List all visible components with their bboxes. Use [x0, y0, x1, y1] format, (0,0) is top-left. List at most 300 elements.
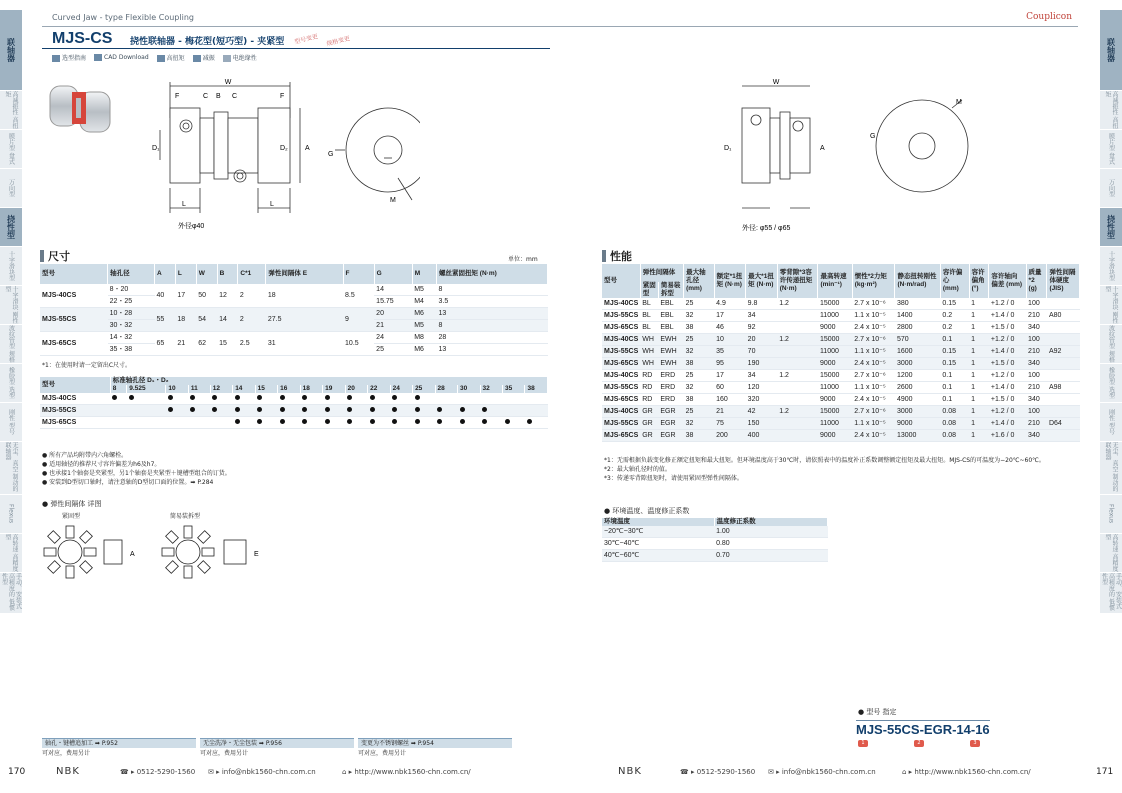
- label-l2: L: [270, 201, 274, 208]
- side-tab-label: 高转速 高精度型: [1104, 534, 1118, 572]
- perf-subheader: 简易装拆型: [658, 282, 683, 298]
- perf-hard: [1047, 334, 1080, 346]
- side-tab[interactable]: [0, 573, 22, 614]
- perf-rated: 75: [714, 418, 746, 430]
- perf-mass: 340: [1026, 430, 1047, 442]
- perf-ang: 1: [969, 394, 989, 406]
- dim-torque: 8: [436, 320, 547, 332]
- bore-note: ● 安装到D型切口轴时，请注意轴的D型切口面的位置。➡ P.284: [42, 479, 214, 486]
- side-tab-label: 十字滑块型: [1107, 251, 1115, 281]
- bore-cell: [390, 417, 412, 429]
- bore-size: 19: [323, 385, 345, 393]
- bore-cell: [233, 417, 255, 429]
- dim-e: 18: [266, 284, 343, 308]
- guide-link[interactable]: 选型指南: [52, 53, 86, 62]
- bore-size: 15: [255, 385, 277, 393]
- bore-dot: [112, 395, 117, 400]
- perf-hard: D64: [1047, 418, 1080, 430]
- dim-header: F: [343, 264, 374, 284]
- perf-axial: +1.2 / 0: [989, 334, 1026, 346]
- bore-size: 10: [166, 385, 188, 393]
- side-tab-label: 刚性 型号: [1107, 409, 1115, 435]
- side-tab[interactable]: [1100, 364, 1122, 403]
- perf-header: 弹性间隔体硬度 (JIS): [1047, 264, 1080, 298]
- bore-dot: [460, 419, 465, 424]
- bore-dot: [347, 407, 352, 412]
- perf-ang: 1: [969, 406, 989, 418]
- bore-cell: [368, 417, 390, 429]
- bore-cell: [233, 405, 255, 417]
- bore-cell: [503, 393, 525, 405]
- temp-cell: −20℃~30℃: [602, 526, 714, 538]
- side-tab[interactable]: [1100, 169, 1122, 208]
- perf-inertia: 1.1 x 10⁻⁵: [852, 346, 895, 358]
- dim-header: G: [374, 264, 412, 284]
- perf-e2: EGR: [658, 418, 683, 430]
- brand-logo: Couplicon: [1026, 12, 1072, 22]
- bore-cell: [503, 405, 525, 417]
- bore-dot: [347, 395, 352, 400]
- perf-model: MJS-55CS: [602, 418, 640, 430]
- series-subtitle: Curved Jaw - type Flexible Coupling: [52, 13, 194, 22]
- bore-size: 18: [300, 385, 322, 393]
- bore-size: 24: [390, 385, 412, 393]
- dim-bore: 8・20: [108, 284, 155, 296]
- side-tab-label: 高减振性 高扭矩: [4, 91, 18, 129]
- perf-stiff: 1400: [895, 310, 940, 322]
- perf-zero: [777, 430, 818, 442]
- perf-axial: +1.4 / 0: [989, 382, 1026, 394]
- temp-header-row: [602, 518, 828, 526]
- cad-download-link[interactable]: CAD Download: [94, 54, 149, 61]
- bore-size: 9.525: [127, 385, 166, 393]
- perf-rated: 95: [714, 358, 746, 370]
- bore-cell: [435, 417, 457, 429]
- perf-e1: WH: [640, 346, 658, 358]
- label-g: G: [328, 151, 334, 158]
- bore-cell: [435, 405, 457, 417]
- dim-g: 25: [374, 344, 412, 356]
- product-photo: [46, 80, 116, 140]
- perf-row: [602, 322, 1080, 334]
- perf-zero: 1.2: [777, 298, 818, 310]
- footer-box-stainless[interactable]: 变更为不锈钢螺丝 ➡ P.954 可对应，费用另计: [358, 738, 512, 757]
- dim-m: M5: [412, 320, 436, 332]
- bore-dot: [415, 407, 420, 412]
- perf-bore: 25: [684, 406, 715, 418]
- bore-dot: [370, 419, 375, 424]
- side-tab-label: 无尘、真空 制动的联轴器: [4, 442, 18, 492]
- perf-ang: 1: [969, 382, 989, 394]
- side-tab[interactable]: [1100, 495, 1122, 534]
- bore-dot: [235, 407, 240, 412]
- side-tab[interactable]: [1100, 10, 1122, 91]
- side-tab-label: 联轴器: [6, 38, 16, 62]
- side-tab[interactable]: [1100, 91, 1122, 130]
- perf-speed: 15000: [818, 298, 852, 310]
- tag-model-change: 型号变更: [293, 33, 319, 46]
- perf-row: [602, 370, 1080, 382]
- label-w: W: [224, 79, 232, 86]
- perf-zero: 1.2: [777, 370, 818, 382]
- email-right[interactable]: ✉ ▸ info@nbk1560-chn.com.cn: [768, 768, 876, 776]
- side-tab[interactable]: [0, 403, 22, 442]
- perf-e1: BL: [640, 322, 658, 334]
- perf-bore: 32: [684, 418, 715, 430]
- bore-cell: [127, 405, 166, 417]
- perf-axial: +1.6 / 0: [989, 430, 1026, 442]
- side-tab[interactable]: [0, 130, 22, 169]
- perf-zero: [777, 394, 818, 406]
- perf-mass: 210: [1026, 346, 1047, 358]
- torque-icon: [157, 55, 165, 62]
- dim-g: 21: [374, 320, 412, 332]
- side-tab[interactable]: [1100, 442, 1122, 495]
- perf-header: 型号: [602, 264, 640, 298]
- perf-bore: 32: [684, 382, 715, 394]
- perf-row: [602, 346, 1080, 358]
- perf-max: 34: [746, 310, 778, 322]
- perf-header: 最大*1扭矩 (N·m): [746, 264, 778, 298]
- bore-cell: [525, 417, 548, 429]
- bore-cell: [110, 393, 127, 405]
- perf-e1: WH: [640, 358, 658, 370]
- dim-model: MJS-40CS: [40, 284, 108, 308]
- dim-header: L: [175, 264, 196, 284]
- temp-row: [602, 550, 828, 562]
- perf-hard: [1047, 394, 1080, 406]
- perf-max: 34: [746, 370, 778, 382]
- perf-bore: 32: [684, 310, 715, 322]
- bore-cell: [300, 405, 322, 417]
- bore-dot: [235, 395, 240, 400]
- bore-size: 11: [188, 385, 210, 393]
- perf-e2: ERD: [658, 394, 683, 406]
- side-tab[interactable]: [1100, 130, 1122, 169]
- bore-model: MJS-55CS: [40, 405, 110, 417]
- perf-stiff: 2600: [895, 382, 940, 394]
- footer-box-keyway[interactable]: 轴孔・键槽追加工 ➡ P.952 可对应，费用另计: [42, 738, 196, 757]
- label-d1: D₁: [152, 145, 160, 152]
- perf-e1: RD: [640, 394, 658, 406]
- dim-f: 9: [343, 308, 374, 332]
- perf-zero: [777, 310, 818, 322]
- side-tab[interactable]: [0, 10, 22, 91]
- perf-model: MJS-65CS: [602, 430, 640, 442]
- bore-dot: [235, 419, 240, 424]
- perf-note: *2：最大轴孔径时的值。: [604, 466, 671, 473]
- perf-e2: EWH: [658, 346, 683, 358]
- dimensions-unit: 单位：mm: [508, 256, 538, 263]
- perf-bore: 38: [684, 394, 715, 406]
- bore-cell: [323, 417, 345, 429]
- bore-cell: [188, 417, 210, 429]
- label-c: C: [203, 93, 209, 100]
- temp-cell: 40℃~60℃: [602, 550, 714, 562]
- side-tab[interactable]: [0, 442, 22, 495]
- bore-size: 28: [435, 385, 457, 393]
- product-title: MJS-CS: [52, 30, 113, 47]
- perf-subheader: 紧固型: [640, 282, 658, 298]
- perf-rated: 200: [714, 430, 746, 442]
- url-left[interactable]: ⌂ ▸ http://www.nbk1560-chn.com.cn/: [342, 768, 471, 776]
- side-tab[interactable]: [0, 364, 22, 403]
- dim-l: 21: [175, 332, 196, 356]
- bore-cell: [525, 405, 548, 417]
- side-tab[interactable]: [0, 286, 22, 325]
- perf-bore: 38: [684, 322, 715, 334]
- side-tab[interactable]: [0, 534, 22, 573]
- bore-size: 22: [368, 385, 390, 393]
- bore-dot: [302, 395, 307, 400]
- perf-row: [602, 430, 1080, 442]
- perf-rated: 17: [714, 370, 746, 382]
- side-tab-label: 波纹管型 规格: [1107, 325, 1115, 363]
- perf-axial: +1.5 / 0: [989, 394, 1026, 406]
- dim-l: 17: [175, 284, 196, 308]
- perf-model: MJS-40CS: [602, 406, 640, 418]
- perf-row: [602, 310, 1080, 322]
- side-tab[interactable]: [1100, 573, 1122, 614]
- perf-e2: EBL: [658, 310, 683, 322]
- dim-header: B: [217, 264, 238, 284]
- label-f2: F: [280, 93, 285, 100]
- elastic-detail-title: ● 弹性间隔体 详图: [42, 500, 102, 508]
- perf-stiff: 3000: [895, 358, 940, 370]
- dim-w: 54: [196, 308, 217, 332]
- side-tab[interactable]: [1100, 403, 1122, 442]
- perf-header: 质量*2 (g): [1026, 264, 1047, 298]
- perf-mass: 210: [1026, 382, 1047, 394]
- bore-cell: [278, 405, 300, 417]
- email-left[interactable]: ✉ ▸ info@nbk1560-chn.com.cn: [208, 768, 316, 776]
- bore-dot: [280, 407, 285, 412]
- dim-header: C*1: [238, 264, 266, 284]
- label-b: B: [216, 93, 221, 100]
- side-tab-label: 橡胶型 选型: [1107, 367, 1115, 399]
- perf-ang: 1: [969, 430, 989, 442]
- side-tab-label: 万向型: [7, 179, 15, 197]
- perf-zero: [777, 346, 818, 358]
- bore-dot: [212, 407, 217, 412]
- dim-bore: 35・38: [108, 344, 155, 356]
- perf-mass: 100: [1026, 334, 1047, 346]
- dim-header: 型号: [40, 264, 108, 284]
- right-drawing-caption: 外径: φ55 / φ65: [742, 225, 791, 232]
- bore-cell: [525, 393, 548, 405]
- perf-speed: 11000: [818, 310, 852, 322]
- perf-e1: RD: [640, 382, 658, 394]
- perf-mass: 100: [1026, 298, 1047, 310]
- perf-mass: 340: [1026, 358, 1047, 370]
- perf-inertia: 1.1 x 10⁻⁵: [852, 382, 895, 394]
- bore-dot: [460, 407, 465, 412]
- side-tab[interactable]: [1100, 247, 1122, 286]
- perf-hard: A80: [1047, 310, 1080, 322]
- dim-e: 31: [266, 332, 343, 356]
- dim-c: 2.5: [238, 332, 266, 356]
- side-tab[interactable]: [1100, 208, 1122, 247]
- side-tab-label: 十字滑块 刚性型: [1104, 286, 1118, 324]
- perf-ecc: 0.08: [940, 406, 969, 418]
- dimensions-table: [40, 264, 548, 356]
- perf-speed: 15000: [818, 406, 852, 418]
- perf-ang: 1: [969, 370, 989, 382]
- bore-size: 8: [110, 385, 127, 393]
- perf-inertia: 2.4 x 10⁻⁵: [852, 394, 895, 406]
- dim-torque: 3.5: [436, 296, 547, 308]
- bore-dot: [302, 419, 307, 424]
- perf-ecc: 0.15: [940, 346, 969, 358]
- dim-header: W: [196, 264, 217, 284]
- bore-dot: [437, 419, 442, 424]
- label-w-right: W: [772, 79, 780, 86]
- perf-e2: EWH: [658, 358, 683, 370]
- perf-ang: 1: [969, 322, 989, 334]
- label-a-right: A: [820, 145, 825, 152]
- product-title-cn: 挠性联轴器 - 梅花型(短巧型) - 夹紧型: [130, 37, 285, 47]
- bore-cell: [210, 417, 232, 429]
- perf-stiff: 13000: [895, 430, 940, 442]
- side-tab[interactable]: [0, 169, 22, 208]
- perf-bore: 38: [684, 430, 715, 442]
- side-tab-label: Flexus: [7, 504, 15, 524]
- perf-header: 静态扭转刚性 (N·m/rad): [895, 264, 940, 298]
- dim-header-row: [40, 264, 548, 284]
- perf-max: 9.8: [746, 298, 778, 310]
- side-tab-label: 挠性型: [6, 215, 16, 239]
- perf-note: *3：传递零背隙扭矩时，请使用紧固型弹性间隔体。: [604, 475, 743, 482]
- side-tab[interactable]: [0, 91, 22, 130]
- perf-axial: +1.4 / 0: [989, 310, 1026, 322]
- bore-size-row: [40, 385, 548, 393]
- perf-speed: 9000: [818, 430, 852, 442]
- side-tab[interactable]: [1100, 286, 1122, 325]
- dim-w: 50: [196, 284, 217, 308]
- perf-e1: GR: [640, 430, 658, 442]
- bore-cell: [480, 405, 502, 417]
- perf-axial: +1.2 / 0: [989, 298, 1026, 310]
- perf-header: 容许偏角 (°): [969, 264, 989, 298]
- perf-model: MJS-55CS: [602, 382, 640, 394]
- perf-ecc: 0.2: [940, 322, 969, 334]
- perf-speed: 11000: [818, 418, 852, 430]
- bore-dot: [437, 407, 442, 412]
- page-number-left: 170: [8, 767, 26, 777]
- perf-inertia: 2.4 x 10⁻⁵: [852, 358, 895, 370]
- side-tab-label: 无尘、真空 制动的联轴器: [1104, 442, 1118, 492]
- side-tab[interactable]: [1100, 325, 1122, 364]
- perf-axial: +1.2 / 0: [989, 406, 1026, 418]
- dim-bore: 22・25: [108, 296, 155, 308]
- side-tab[interactable]: [0, 247, 22, 286]
- dim-w: 62: [196, 332, 217, 356]
- dim-a: 55: [155, 308, 176, 332]
- perf-inertia: 1.1 x 10⁻⁵: [852, 310, 895, 322]
- perf-row: [602, 406, 1080, 418]
- dim-e: 27.5: [266, 308, 343, 332]
- dim-b: 14: [217, 308, 238, 332]
- insulation-icon: [223, 55, 231, 62]
- perf-mass: 210: [1026, 310, 1047, 322]
- bore-cell: [413, 405, 435, 417]
- bore-cell: [368, 393, 390, 405]
- url-right[interactable]: ⌂ ▸ http://www.nbk1560-chn.com.cn/: [902, 768, 1031, 776]
- perf-header: 最大轴孔径 (mm): [684, 264, 715, 298]
- perf-model: MJS-65CS: [602, 394, 640, 406]
- perf-max: 20: [746, 334, 778, 346]
- footer-box-cleanroom[interactable]: 无尘洗净・无尘包装 ➡ P.956 可对应，费用另计: [200, 738, 354, 757]
- dim-a: 40: [155, 284, 176, 308]
- perf-max: 320: [746, 394, 778, 406]
- perf-mass: 100: [1026, 406, 1047, 418]
- nbk-logo-left: NBK: [56, 766, 80, 777]
- perf-hard: [1047, 298, 1080, 310]
- bore-cell: [210, 393, 232, 405]
- temp-row: [602, 538, 828, 550]
- perf-ang: 1: [969, 346, 989, 358]
- side-tab-label: 联轴器: [1106, 38, 1116, 62]
- perf-ecc: 0.15: [940, 358, 969, 370]
- perf-header: 弹性间隔体: [640, 264, 683, 282]
- dim-torque: 28: [436, 332, 547, 344]
- perf-ang: 1: [969, 358, 989, 370]
- perf-e1: BL: [640, 310, 658, 322]
- dim-bore: 30・32: [108, 320, 155, 332]
- bore-cell: [413, 393, 435, 405]
- perf-max: 190: [746, 358, 778, 370]
- bore-dot: [168, 395, 173, 400]
- bore-dot: [190, 407, 195, 412]
- side-tab[interactable]: [0, 325, 22, 364]
- perf-rated: 10: [714, 334, 746, 346]
- bore-dot: [280, 419, 285, 424]
- perf-inertia: 2.7 x 10⁻⁶: [852, 370, 895, 382]
- perf-mass: 340: [1026, 322, 1047, 334]
- bore-cell: [110, 417, 127, 429]
- bore-size: 38: [525, 385, 548, 393]
- perf-inertia: 1.1 x 10⁻⁵: [852, 418, 895, 430]
- perf-max: 400: [746, 430, 778, 442]
- perf-rated: 35: [714, 346, 746, 358]
- side-tab-label: 手动、安装式 高精度的 低惯性型: [1100, 573, 1122, 611]
- perf-header: 零背隙*3容许传递扭矩 (N·m): [777, 264, 818, 298]
- bore-cell: [255, 417, 277, 429]
- perf-rated: 17: [714, 310, 746, 322]
- bore-note: ● 也承接1个轴套是夹紧型，另1个轴套是夹紧型＋键槽型组合的订货。: [42, 470, 231, 477]
- temp-cell: 0.80: [714, 538, 827, 550]
- perf-bore: 25: [684, 298, 715, 310]
- bore-cell: [503, 417, 525, 429]
- bore-dot: [527, 419, 532, 424]
- perf-mass: 340: [1026, 394, 1047, 406]
- dim-c: 2: [238, 284, 266, 308]
- perf-model: MJS-65CS: [602, 322, 640, 334]
- perf-speed: 11000: [818, 382, 852, 394]
- bore-size: 14: [233, 385, 255, 393]
- order-example: MJS-55CS-EGR-14-16: [856, 722, 990, 737]
- perf-stiff: 3000: [895, 406, 940, 418]
- side-tab[interactable]: [0, 208, 22, 247]
- bore-dot: [280, 395, 285, 400]
- dim-header: M: [412, 264, 436, 284]
- side-tab[interactable]: [0, 495, 22, 534]
- label-g-right: G: [870, 133, 876, 140]
- label-a: A: [305, 145, 310, 152]
- side-tab[interactable]: [1100, 534, 1122, 573]
- perf-axial: +1.2 / 0: [989, 370, 1026, 382]
- temp-cell: 0.70: [714, 550, 827, 562]
